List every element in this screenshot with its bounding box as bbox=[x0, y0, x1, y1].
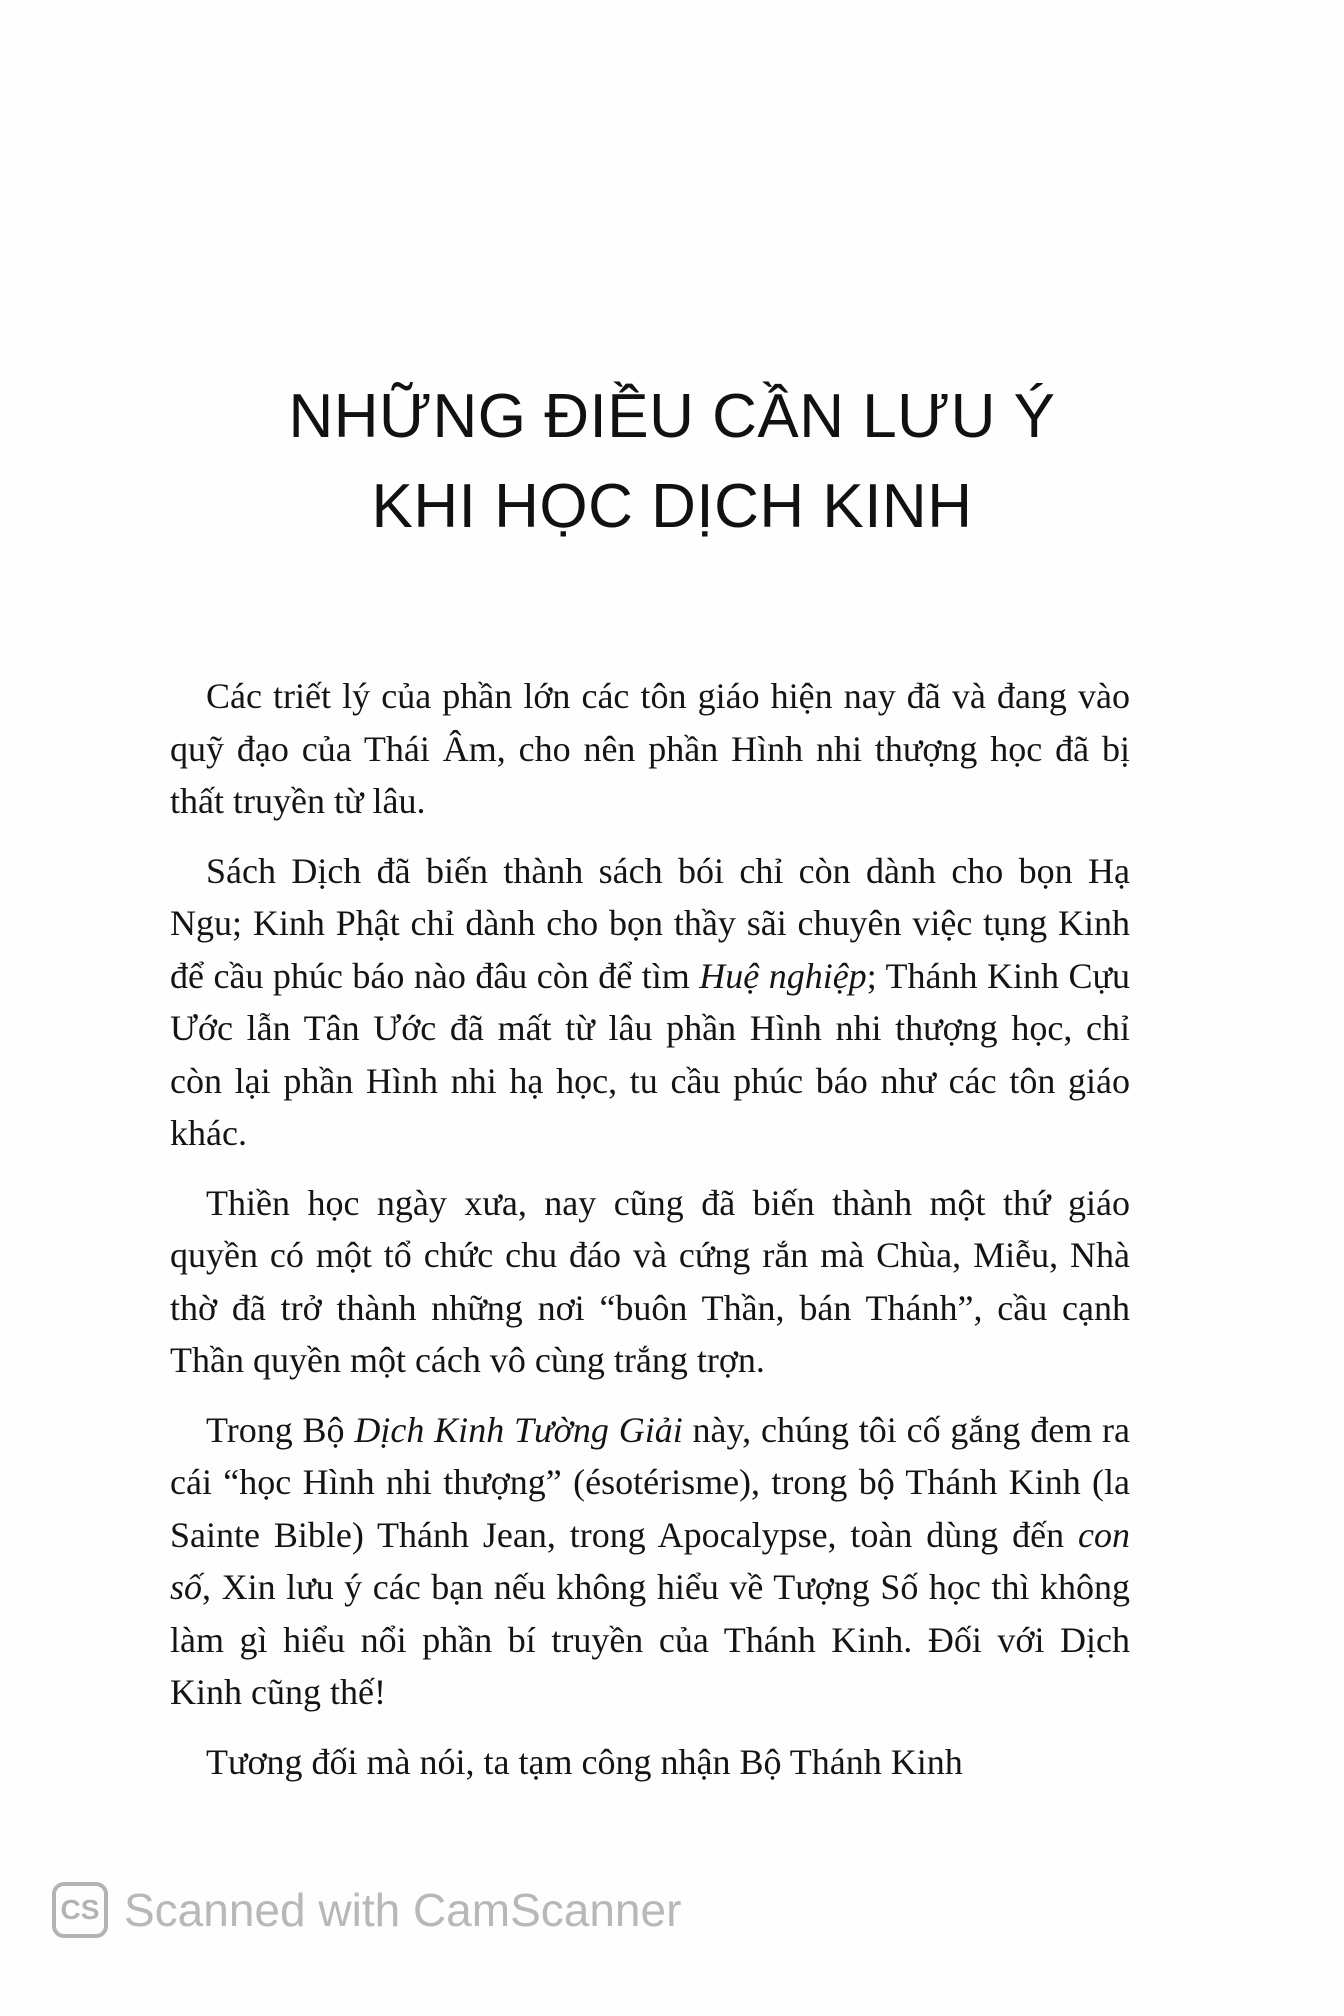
chapter-title bbox=[0, 372, 1344, 552]
paragraph-4-italic-term: con số bbox=[170, 1514, 1130, 1607]
paragraph-2-text-a: Sách Dịch đã biến thành sách bói chỉ còn dành cho bọn Hạ Ngu; Kinh Phật chỉ dành cho bọn thầy sãi chuyên việc tụng Kinh để cầu phúc báo nào đâu còn để tìm bbox=[170, 850, 1130, 996]
body-text bbox=[170, 670, 1130, 1805]
paragraph-2-italic-term: Huệ nghiệp bbox=[699, 955, 867, 996]
paragraph-3: Thiền học ngày xưa, nay cũng đã biến thành một thứ giáo quyền có một tổ chức chu đáo và cứng rắn mà Chùa, Miễu, Nhà thờ đã trở thành những nơi “buôn Thần, bán Thánh”, cầu cạnh Thần quyền một cách vô cùng trắng trợn. bbox=[170, 1182, 1130, 1380]
watermark-text: Scanned with CamScanner bbox=[124, 1884, 682, 1936]
paragraph-4-text-e: , Xin lưu ý các bạn nếu không hiểu về Tượng Số học thì không làm gì hiểu nổi phần bí truyền của Thánh Kinh. Đối với Dịch Kinh cũng thế! bbox=[170, 1567, 1130, 1712]
camscanner-logo-icon: CS bbox=[52, 1882, 108, 1938]
chapter-title-line-1: NHỮNG ĐIỀU CẦN LƯU Ý bbox=[288, 382, 1056, 451]
paragraph-4 bbox=[170, 1404, 1130, 1719]
chapter-title-line-2: KHI HỌC DỊCH KINH bbox=[371, 472, 973, 541]
paragraph-4-book-title: Dịch Kinh Tường Giải bbox=[354, 1409, 683, 1450]
paragraph-2-text-c: ; Thánh Kinh Cựu Ước lẫn Tân Ước đã mất từ lâu phần Hình nhi thượng học, chỉ còn lại phần Hình nhi hạ học, tu cầu phúc báo như các tôn giáo khác. bbox=[170, 955, 1131, 1153]
paragraph-1: Các triết lý của phần lớn các tôn giáo hiện nay đã và đang vào quỹ đạo của Thái Âm, cho nên phần Hình nhi thượng học đã bị thất truyền từ lâu. bbox=[170, 676, 1130, 821]
paragraph-5: Tương đối mà nói, ta tạm công nhận Bộ Thánh Kinh bbox=[206, 1741, 963, 1782]
paragraph-4-text-a: Trong Bộ bbox=[206, 1409, 355, 1450]
paragraph-2 bbox=[170, 845, 1130, 1160]
paragraph-4-text-c: này, chúng tôi cố gắng đem ra cái “học Hình nhi thượng” (ésotérisme), trong bộ Thánh Kinh (la Sainte Bible) Thánh Jean, trong Apocalypse, toàn dùng đến bbox=[170, 1409, 1130, 1555]
camscanner-watermark bbox=[52, 1870, 681, 1950]
